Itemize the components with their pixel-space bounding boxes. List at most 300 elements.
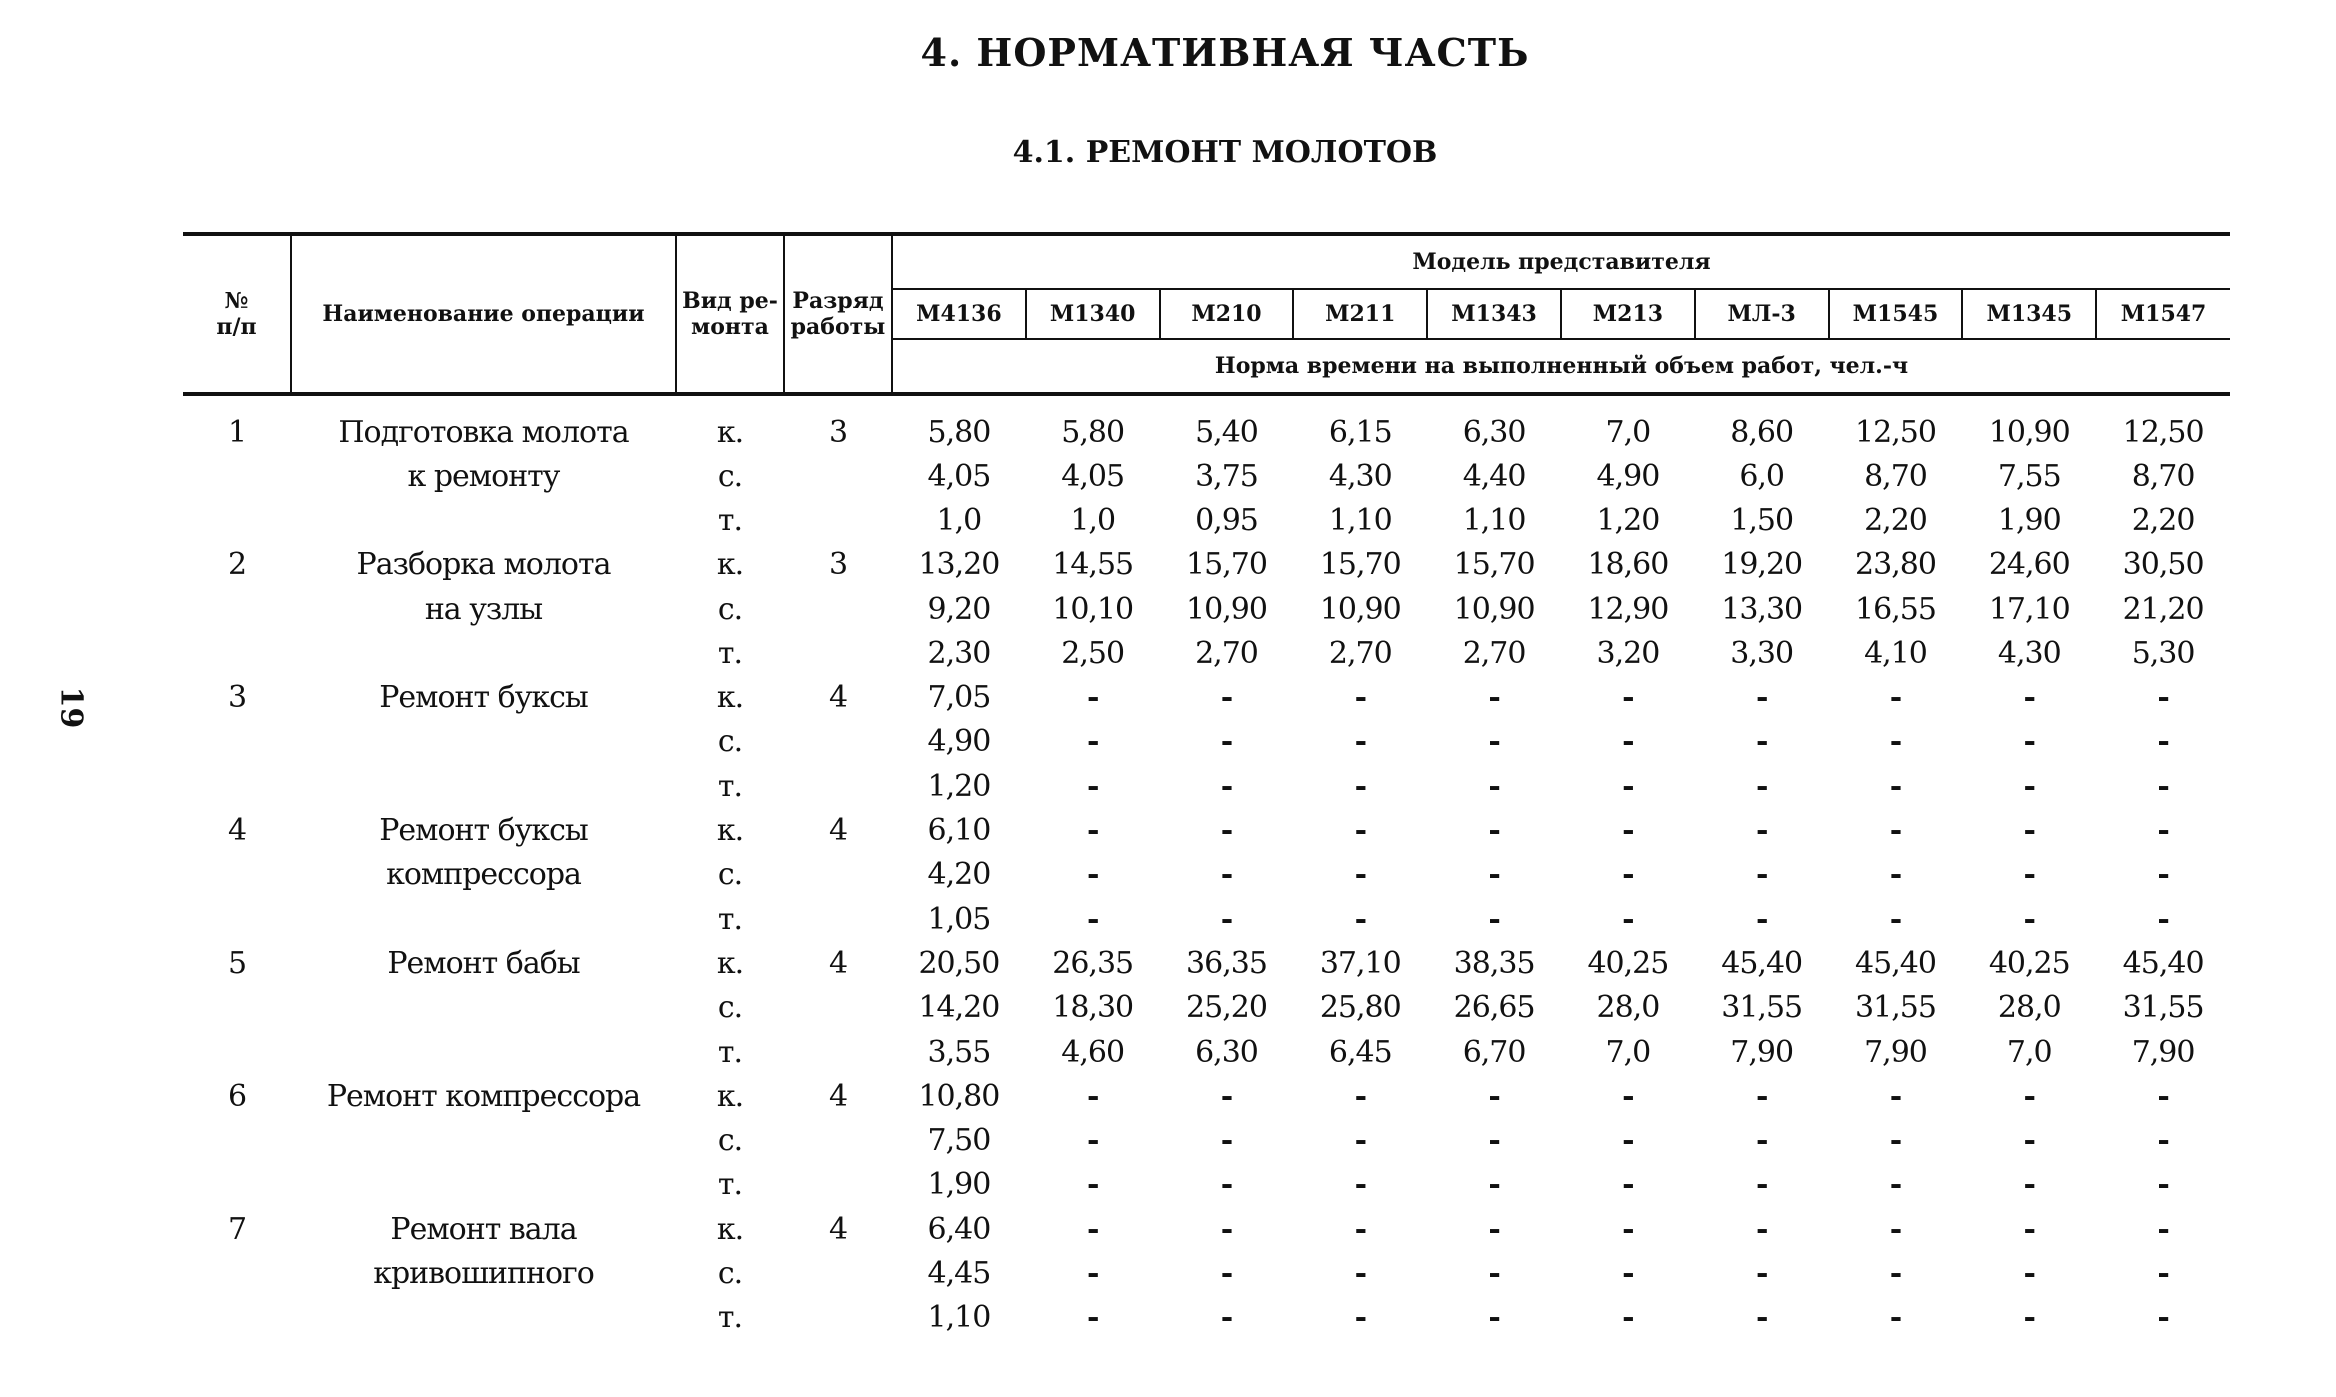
norm-value-6: - bbox=[1622, 1078, 1634, 1114]
norm-value-1: 6,10 bbox=[927, 813, 991, 849]
header-operation: Наименование операции bbox=[291, 234, 676, 394]
norm-value-2: 14,55 bbox=[1052, 547, 1134, 583]
norm-value-9: - bbox=[2023, 813, 2035, 849]
norm-value-5: 26,65 bbox=[1453, 990, 1535, 1026]
norm-value-9: 4,30 bbox=[1997, 635, 2061, 671]
header-razryad-line1: Разряд bbox=[792, 287, 884, 314]
norm-value-3: 5,40 bbox=[1195, 414, 1258, 450]
norm-value-7: 45,40 bbox=[1721, 945, 1803, 981]
operation-name: кривошипного bbox=[373, 1255, 594, 1291]
norm-value-10: - bbox=[2157, 1123, 2169, 1159]
norm-value-5: 2,70 bbox=[1462, 635, 1526, 671]
row-number: 3 bbox=[227, 680, 247, 716]
norm-value-2: - bbox=[1086, 813, 1099, 849]
norm-value-3: - bbox=[1220, 680, 1233, 716]
work-grade: 4 bbox=[828, 1078, 848, 1114]
header-no-line1: № bbox=[224, 287, 249, 314]
row-number bbox=[183, 631, 291, 675]
operation-name bbox=[291, 764, 676, 808]
operation-name: Ремонт бабы bbox=[387, 945, 580, 981]
norm-value-1: 1,10 bbox=[927, 1300, 991, 1336]
table-row bbox=[183, 808, 2230, 852]
norm-value-10: - bbox=[2157, 1078, 2169, 1114]
section-title: 4.1. РЕМОНТ МОЛОТОВ bbox=[1012, 135, 1438, 170]
norm-value-1: 14,20 bbox=[918, 990, 1000, 1026]
header-model-2: М1340 bbox=[1026, 289, 1160, 339]
norm-value-1: 4,05 bbox=[927, 458, 991, 494]
norm-value-2: - bbox=[1086, 1211, 1099, 1247]
norm-value-1: 1,90 bbox=[927, 1167, 991, 1203]
repair-type: т. bbox=[717, 502, 743, 538]
norm-value-4: 25,80 bbox=[1319, 990, 1401, 1026]
norm-value-7: 31,55 bbox=[1721, 990, 1803, 1026]
norm-value-10: - bbox=[2157, 680, 2169, 716]
norm-value-7: - bbox=[1755, 768, 1768, 804]
norm-value-1: 5,80 bbox=[927, 414, 991, 450]
table-row bbox=[183, 1251, 2230, 1295]
norm-value-1: 3,55 bbox=[927, 1034, 991, 1070]
row-number bbox=[183, 986, 291, 1030]
work-grade bbox=[784, 764, 892, 808]
norm-value-7: 7,90 bbox=[1730, 1034, 1794, 1070]
header-vid-line1: Вид ре- bbox=[682, 287, 778, 314]
norm-value-2: - bbox=[1086, 1255, 1099, 1291]
norm-value-8: - bbox=[1889, 1300, 1902, 1336]
norm-value-1: 4,20 bbox=[927, 857, 991, 893]
norm-value-9: - bbox=[2023, 1255, 2035, 1291]
header-model-1: М4136 bbox=[892, 289, 1026, 339]
table-row bbox=[183, 675, 2230, 719]
norm-value-4: - bbox=[1354, 813, 1367, 849]
header-vid-line2: монта bbox=[691, 314, 769, 340]
norm-value-8: - bbox=[1889, 768, 1902, 804]
operation-name: к ремонту bbox=[407, 458, 560, 494]
norm-value-8: - bbox=[1889, 1255, 1902, 1291]
table-row bbox=[183, 986, 2230, 1030]
norm-value-8: - bbox=[1889, 857, 1902, 893]
row-number: 6 bbox=[227, 1078, 247, 1114]
norm-value-10: - bbox=[2157, 813, 2169, 849]
table-row bbox=[183, 1296, 2230, 1340]
repair-type: т. bbox=[717, 635, 743, 671]
norm-value-8: 12,50 bbox=[1855, 414, 1936, 450]
norm-value-6: 12,90 bbox=[1587, 591, 1669, 627]
norm-value-5: 4,40 bbox=[1462, 458, 1526, 494]
work-grade: 4 bbox=[828, 813, 848, 849]
norm-value-3: 10,90 bbox=[1186, 591, 1267, 627]
norm-value-3: 15,70 bbox=[1186, 547, 1267, 583]
table-row bbox=[183, 1030, 2230, 1074]
row-number bbox=[183, 498, 291, 542]
operation-name: Ремонт компрессора bbox=[326, 1078, 641, 1114]
norm-value-6: - bbox=[1622, 1300, 1634, 1336]
table-row bbox=[183, 587, 2230, 631]
row-number bbox=[183, 853, 291, 897]
header-no bbox=[183, 234, 291, 394]
repair-type: к. bbox=[716, 945, 744, 981]
operation-name bbox=[291, 986, 676, 1030]
work-grade: 4 bbox=[828, 1211, 848, 1247]
repair-type: с. bbox=[717, 1255, 743, 1291]
page-title: 4. НОРМАТИВНАЯ ЧАСТЬ bbox=[920, 30, 1530, 75]
norm-value-7: - bbox=[1755, 901, 1768, 937]
norm-value-9: 40,25 bbox=[1988, 945, 2070, 981]
norm-value-2: - bbox=[1086, 724, 1099, 760]
norm-value-10: - bbox=[2157, 1255, 2169, 1291]
norm-value-8: - bbox=[1889, 724, 1902, 760]
repair-type: т. bbox=[717, 1167, 743, 1203]
row-number bbox=[183, 1118, 291, 1162]
norm-value-1: 20,50 bbox=[918, 945, 1000, 981]
header-model-7: МЛ-3 bbox=[1695, 289, 1829, 339]
norm-value-9: - bbox=[2023, 724, 2035, 760]
norm-value-4: - bbox=[1354, 1078, 1367, 1114]
page-number: 19 bbox=[53, 686, 89, 729]
norm-value-2: 18,30 bbox=[1052, 990, 1134, 1026]
repair-type: к. bbox=[716, 1211, 744, 1247]
norm-value-10: - bbox=[2157, 857, 2169, 893]
norm-value-7: - bbox=[1755, 1078, 1768, 1114]
norm-value-8: 16,55 bbox=[1855, 591, 1936, 627]
norm-value-4: - bbox=[1354, 680, 1367, 716]
norm-value-9: 7,0 bbox=[2006, 1034, 2052, 1070]
norm-value-10: 5,30 bbox=[2131, 635, 2195, 671]
norm-value-3: 6,30 bbox=[1195, 1034, 1258, 1070]
norm-value-6: - bbox=[1622, 768, 1634, 804]
norm-value-3: 2,70 bbox=[1195, 635, 1258, 671]
norm-value-6: - bbox=[1622, 1123, 1634, 1159]
norm-value-7: - bbox=[1755, 857, 1768, 893]
table-row bbox=[183, 720, 2230, 764]
norm-value-8: - bbox=[1889, 1123, 1902, 1159]
norm-value-8: - bbox=[1889, 1078, 1902, 1114]
norm-value-6: 7,0 bbox=[1605, 414, 1651, 450]
operation-name: Ремонт вала bbox=[390, 1211, 577, 1247]
norm-value-10: 7,90 bbox=[2131, 1034, 2195, 1070]
norm-value-2: 2,50 bbox=[1061, 635, 1125, 671]
norm-value-8: 7,90 bbox=[1864, 1034, 1927, 1070]
work-grade bbox=[784, 986, 892, 1030]
header-model-3: М210 bbox=[1160, 289, 1294, 339]
norm-value-8: 45,40 bbox=[1855, 945, 1936, 981]
norm-value-3: - bbox=[1220, 1300, 1233, 1336]
norm-value-5: - bbox=[1488, 1123, 1500, 1159]
table-body bbox=[183, 394, 2230, 1340]
norm-value-2: 10,10 bbox=[1052, 591, 1134, 627]
table-row bbox=[183, 1163, 2230, 1207]
norm-value-7: - bbox=[1755, 1123, 1768, 1159]
norm-value-9: - bbox=[2023, 768, 2035, 804]
norm-value-1: 13,20 bbox=[918, 547, 1000, 583]
row-number: 2 bbox=[227, 547, 247, 583]
norm-value-4: 4,30 bbox=[1328, 458, 1392, 494]
norm-value-5: - bbox=[1488, 680, 1500, 716]
norm-value-7: 6,0 bbox=[1739, 458, 1785, 494]
norm-value-6: - bbox=[1622, 1211, 1634, 1247]
norm-value-10: - bbox=[2157, 724, 2169, 760]
norm-value-4: - bbox=[1354, 724, 1367, 760]
header-model-5: М1343 bbox=[1427, 289, 1561, 339]
row-number bbox=[183, 1030, 291, 1074]
norm-value-10: 2,20 bbox=[2131, 502, 2195, 538]
norm-value-5: - bbox=[1488, 768, 1500, 804]
operation-name: Подготовка молота bbox=[338, 414, 629, 450]
norm-value-7: - bbox=[1755, 1167, 1768, 1203]
norm-value-2: 26,35 bbox=[1052, 945, 1134, 981]
norm-value-5: - bbox=[1488, 857, 1500, 893]
header-vid bbox=[676, 234, 784, 394]
repair-type: к. bbox=[716, 547, 744, 583]
norm-value-2: 1,0 bbox=[1070, 502, 1116, 538]
norm-value-2: - bbox=[1086, 680, 1099, 716]
norm-value-4: 15,70 bbox=[1319, 547, 1401, 583]
operation-name: на узлы bbox=[424, 591, 543, 627]
work-grade bbox=[784, 498, 892, 542]
repair-type: т. bbox=[717, 1300, 743, 1336]
norm-value-7: 3,30 bbox=[1730, 635, 1794, 671]
repair-type: к. bbox=[716, 1078, 744, 1114]
norm-value-3: - bbox=[1220, 857, 1233, 893]
repair-type: т. bbox=[717, 1034, 743, 1070]
norm-value-1: 9,20 bbox=[927, 591, 991, 627]
norm-value-9: - bbox=[2023, 680, 2035, 716]
norm-value-1: 4,90 bbox=[927, 724, 991, 760]
norm-value-4: 1,10 bbox=[1328, 502, 1392, 538]
header-model-4: М211 bbox=[1293, 289, 1427, 339]
norm-value-1: 1,05 bbox=[927, 901, 991, 937]
norm-value-3: - bbox=[1220, 901, 1233, 937]
norm-value-5: - bbox=[1488, 724, 1500, 760]
norm-value-9: - bbox=[2023, 901, 2035, 937]
table-row bbox=[183, 543, 2230, 587]
norm-value-5: - bbox=[1488, 1078, 1500, 1114]
norm-value-10: - bbox=[2157, 768, 2169, 804]
norm-value-5: 6,30 bbox=[1462, 414, 1526, 450]
operation-name: Разборка молота bbox=[356, 547, 611, 583]
norm-value-6: 28,0 bbox=[1596, 990, 1660, 1026]
work-grade bbox=[784, 720, 892, 764]
norm-value-2: - bbox=[1086, 1078, 1099, 1114]
row-number: 7 bbox=[227, 1211, 247, 1247]
header-norm-caption: Норма времени на выполненный объем работ, чел.-ч bbox=[892, 339, 2230, 394]
norm-value-8: 23,80 bbox=[1855, 547, 1936, 583]
norm-value-9: - bbox=[2023, 1300, 2035, 1336]
norm-value-5: - bbox=[1488, 1211, 1500, 1247]
operation-name bbox=[291, 1163, 676, 1207]
norm-value-9: 7,55 bbox=[1997, 458, 2061, 494]
repair-type: с. bbox=[717, 1123, 743, 1159]
norm-value-9: - bbox=[2023, 1167, 2035, 1203]
norm-value-7: - bbox=[1755, 813, 1768, 849]
norm-value-6: 3,20 bbox=[1596, 635, 1660, 671]
norm-value-5: 1,10 bbox=[1462, 502, 1526, 538]
norm-value-7: - bbox=[1755, 1300, 1768, 1336]
operation-name bbox=[291, 1118, 676, 1162]
norm-value-9: 17,10 bbox=[1988, 591, 2070, 627]
norm-value-7: - bbox=[1755, 724, 1768, 760]
norm-value-5: - bbox=[1488, 813, 1500, 849]
norm-value-5: - bbox=[1488, 1300, 1500, 1336]
header-model-6: М213 bbox=[1561, 289, 1695, 339]
norm-value-1: 4,45 bbox=[927, 1255, 991, 1291]
norm-value-10: 30,50 bbox=[2122, 547, 2204, 583]
norm-value-10: 8,70 bbox=[2131, 458, 2195, 494]
norm-value-6: - bbox=[1622, 813, 1634, 849]
norm-value-4: 2,70 bbox=[1328, 635, 1392, 671]
norm-value-7: 19,20 bbox=[1721, 547, 1803, 583]
row-number bbox=[183, 587, 291, 631]
row-number bbox=[183, 764, 291, 808]
table-row bbox=[183, 764, 2230, 808]
row-number bbox=[183, 1163, 291, 1207]
operation-name bbox=[291, 1296, 676, 1340]
norm-value-7: - bbox=[1755, 1211, 1768, 1247]
norm-value-6: 1,20 bbox=[1596, 502, 1660, 538]
norm-value-3: - bbox=[1220, 768, 1233, 804]
norm-value-9: - bbox=[2023, 857, 2035, 893]
work-grade: 3 bbox=[828, 414, 848, 450]
norm-value-10: 45,40 bbox=[2122, 945, 2204, 981]
norm-value-3: - bbox=[1220, 724, 1233, 760]
work-grade bbox=[784, 1163, 892, 1207]
norm-value-9: 10,90 bbox=[1988, 414, 2070, 450]
row-number bbox=[183, 1251, 291, 1295]
norm-value-1: 7,50 bbox=[927, 1123, 991, 1159]
operation-name: компрессора bbox=[386, 857, 581, 893]
work-grade: 4 bbox=[828, 945, 848, 981]
norm-value-6: - bbox=[1622, 857, 1634, 893]
norm-value-10: 21,20 bbox=[2122, 591, 2204, 627]
norm-value-4: - bbox=[1354, 768, 1367, 804]
work-grade bbox=[784, 1118, 892, 1162]
repair-type: с. bbox=[717, 724, 743, 760]
norm-value-3: 3,75 bbox=[1195, 458, 1258, 494]
row-number bbox=[183, 1296, 291, 1340]
norm-value-6: - bbox=[1622, 680, 1634, 716]
repair-type: т. bbox=[717, 901, 743, 937]
repair-type: т. bbox=[717, 768, 743, 804]
header-model-10: М1547 bbox=[2096, 289, 2230, 339]
norm-value-7: 13,30 bbox=[1721, 591, 1803, 627]
norm-value-4: - bbox=[1354, 901, 1367, 937]
repair-type: с. bbox=[717, 458, 743, 494]
norm-value-3: - bbox=[1220, 1167, 1233, 1203]
table-row bbox=[183, 1207, 2230, 1251]
operation-name bbox=[291, 498, 676, 542]
norm-value-5: 6,70 bbox=[1462, 1034, 1526, 1070]
norm-value-6: 7,0 bbox=[1605, 1034, 1651, 1070]
table-row bbox=[183, 454, 2230, 498]
norm-value-3: - bbox=[1220, 1255, 1233, 1291]
norm-value-8: 31,55 bbox=[1855, 990, 1936, 1026]
norm-value-4: 10,90 bbox=[1319, 591, 1401, 627]
norm-value-1: 1,0 bbox=[936, 502, 982, 538]
repair-type: с. bbox=[717, 591, 743, 627]
norm-value-5: 10,90 bbox=[1453, 591, 1535, 627]
norm-value-4: - bbox=[1354, 1211, 1367, 1247]
row-number bbox=[183, 897, 291, 941]
table-header bbox=[183, 234, 2230, 394]
norm-value-8: - bbox=[1889, 1167, 1902, 1203]
norm-value-8: - bbox=[1889, 813, 1902, 849]
work-grade bbox=[784, 454, 892, 498]
norm-value-1: 6,40 bbox=[927, 1211, 991, 1247]
header-model-8: М1545 bbox=[1829, 289, 1963, 339]
norm-value-6: - bbox=[1622, 1255, 1634, 1291]
norm-value-9: 28,0 bbox=[1997, 990, 2061, 1026]
header-model-group: Модель представителя bbox=[892, 234, 2230, 289]
norm-value-5: - bbox=[1488, 1167, 1500, 1203]
norm-value-9: 24,60 bbox=[1988, 547, 2070, 583]
repair-type: к. bbox=[716, 414, 744, 450]
row-number: 1 bbox=[227, 414, 247, 450]
norm-value-4: 6,15 bbox=[1328, 414, 1392, 450]
operation-name bbox=[291, 897, 676, 941]
norm-value-6: - bbox=[1622, 901, 1634, 937]
norm-value-2: 4,05 bbox=[1061, 458, 1125, 494]
norm-value-1: 7,05 bbox=[927, 680, 991, 716]
norm-value-4: 6,45 bbox=[1328, 1034, 1392, 1070]
repair-type: к. bbox=[716, 813, 744, 849]
norm-value-10: 31,55 bbox=[2122, 990, 2204, 1026]
norm-value-2: - bbox=[1086, 857, 1099, 893]
header-no-line2: п/п bbox=[216, 314, 257, 340]
work-grade: 3 bbox=[828, 547, 848, 583]
norm-value-6: - bbox=[1622, 724, 1634, 760]
header-model-9: М1345 bbox=[1962, 289, 2096, 339]
repair-type: с. bbox=[717, 857, 743, 893]
norm-value-6: 40,25 bbox=[1587, 945, 1669, 981]
norm-value-5: - bbox=[1488, 901, 1500, 937]
operation-name bbox=[291, 1030, 676, 1074]
norm-value-1: 1,20 bbox=[927, 768, 991, 804]
table-row bbox=[183, 394, 2230, 454]
norm-value-7: 1,50 bbox=[1730, 502, 1794, 538]
norm-value-6: 4,90 bbox=[1596, 458, 1660, 494]
norm-value-2: 5,80 bbox=[1061, 414, 1125, 450]
norm-value-4: - bbox=[1354, 1167, 1367, 1203]
norm-value-2: - bbox=[1086, 1300, 1099, 1336]
table-row bbox=[183, 498, 2230, 542]
norm-value-8: 8,70 bbox=[1864, 458, 1927, 494]
norm-value-2: - bbox=[1086, 768, 1099, 804]
norm-value-4: - bbox=[1354, 1255, 1367, 1291]
table-row bbox=[183, 941, 2230, 985]
norm-value-9: 1,90 bbox=[1997, 502, 2061, 538]
norm-value-1: 2,30 bbox=[927, 635, 991, 671]
norm-value-2: - bbox=[1086, 901, 1099, 937]
table-row bbox=[183, 631, 2230, 675]
repair-type: с. bbox=[717, 990, 743, 1026]
work-grade bbox=[784, 1251, 892, 1295]
norm-value-8: 2,20 bbox=[1864, 502, 1927, 538]
operation-name: Ремонт буксы bbox=[379, 813, 588, 849]
norm-value-7: 8,60 bbox=[1730, 414, 1794, 450]
norm-value-3: - bbox=[1220, 1078, 1233, 1114]
norm-value-7: - bbox=[1755, 680, 1768, 716]
norm-value-4: - bbox=[1354, 1300, 1367, 1336]
norm-value-3: - bbox=[1220, 1211, 1233, 1247]
norm-value-8: - bbox=[1889, 1211, 1902, 1247]
norm-value-2: 4,60 bbox=[1061, 1034, 1125, 1070]
work-grade bbox=[784, 587, 892, 631]
norm-value-5: 15,70 bbox=[1453, 547, 1535, 583]
row-number: 5 bbox=[227, 945, 247, 981]
operation-name bbox=[291, 631, 676, 675]
norm-value-3: 0,95 bbox=[1195, 502, 1258, 538]
row-number: 4 bbox=[227, 813, 247, 849]
norm-value-9: - bbox=[2023, 1123, 2035, 1159]
